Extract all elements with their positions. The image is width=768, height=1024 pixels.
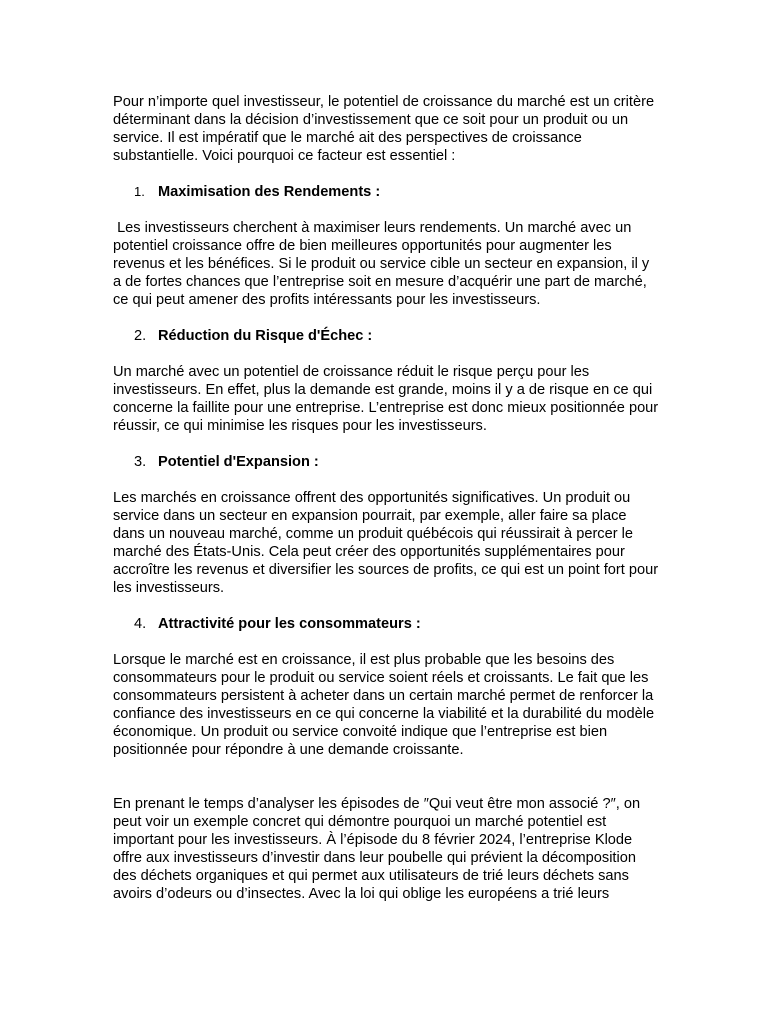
- section-number: 4.: [134, 616, 147, 632]
- section-heading-2: [113, 327, 659, 345]
- section-number: 1.: [134, 184, 145, 199]
- section-body-3: Les marchés en croissance offrent des opportunités significatives. Un produit ou service dans un secteur en expansion pourrait, par exemple, aller faire sa place dans un nouveau marché, comme un produit québécois qui réussirait à percer le marché des États-Unis. Cela peut créer des opportunités supplémentaires pour accroître les revenus et diversifier les sources de profits, ce qui est un point fort pour les investisseurs.: [113, 490, 659, 596]
- document-page: [113, 93, 659, 903]
- section-title: Réduction du Risque d'Échec :: [158, 328, 373, 344]
- section-body-2: Un marché avec un potentiel de croissance réduit le risque perçu pour les investisseurs. En effet, plus la demande est grande, moins il y a de risque en ce qui concerne la faillite pour une entreprise. L’entreprise est donc mieux positionnée pour réussir, ce qui minimise les risques pour les investisseurs.: [113, 364, 659, 434]
- section-heading-1: [113, 183, 659, 201]
- section-body-4: Lorsque le marché est en croissance, il est plus probable que les besoins des consommateurs pour le produit ou service soient réels et croissants. Le fait que les consommateurs persistent à acheter dans un certain marché permet de renforcer la confiance des investisseurs en ce qui concerne la viabilité et la durabilité du modèle économique. Un produit ou service convoité indique que l’entreprise est bien positionnée pour répondre à une demande croissante.: [113, 652, 655, 758]
- section-number: 3.: [134, 454, 147, 470]
- intro-paragraph: Pour n’importe quel investisseur, le potentiel de croissance du marché est un critère déterminant dans la décision d’investissement que ce soit pour un produit ou un service. Il est impératif que le marché ait des perspectives de croissance substantielle. Voici pourquoi ce facteur est essentiel :: [113, 94, 655, 164]
- closing-paragraph: En prenant le temps d’analyser les épisodes de ″Qui veut être mon associé ?″, on peut voir un exemple concret qui démontre pourquoi un marché potentiel est important pour les investisseurs. À l’épisode du 8 février 2024, l’entreprise Klode offre aux investisseurs d’investir dans leur poubelle qui prévient la décomposition des déchets organiques et qui permet aux utilisateurs de trié leurs déchets sans avoirs d’odeurs ou d’insectes. Avec la loi qui oblige les européens a trié leurs: [113, 796, 641, 902]
- section-title: Attractivité pour les consommateurs :: [158, 616, 421, 632]
- section-title: Maximisation des Rendements :: [158, 184, 381, 200]
- spacer: [113, 759, 659, 795]
- section-body-1: Les investisseurs cherchent à maximiser leurs rendements. Un marché avec un potentiel croissance offre de bien meilleures opportunités pour augmenter les revenus et les bénéfices. Si le produit ou service cible un secteur en expansion, il y a de fortes chances que l’entreprise soit en mesure d’acquérir une part de marché, ce qui peut amener des profits intéressants pour les investisseurs.: [113, 220, 654, 308]
- section-heading-4: [113, 615, 659, 633]
- section-title: Potentiel d'Expansion :: [158, 454, 319, 470]
- section-heading-3: [113, 453, 659, 471]
- section-number: 2.: [134, 328, 147, 344]
